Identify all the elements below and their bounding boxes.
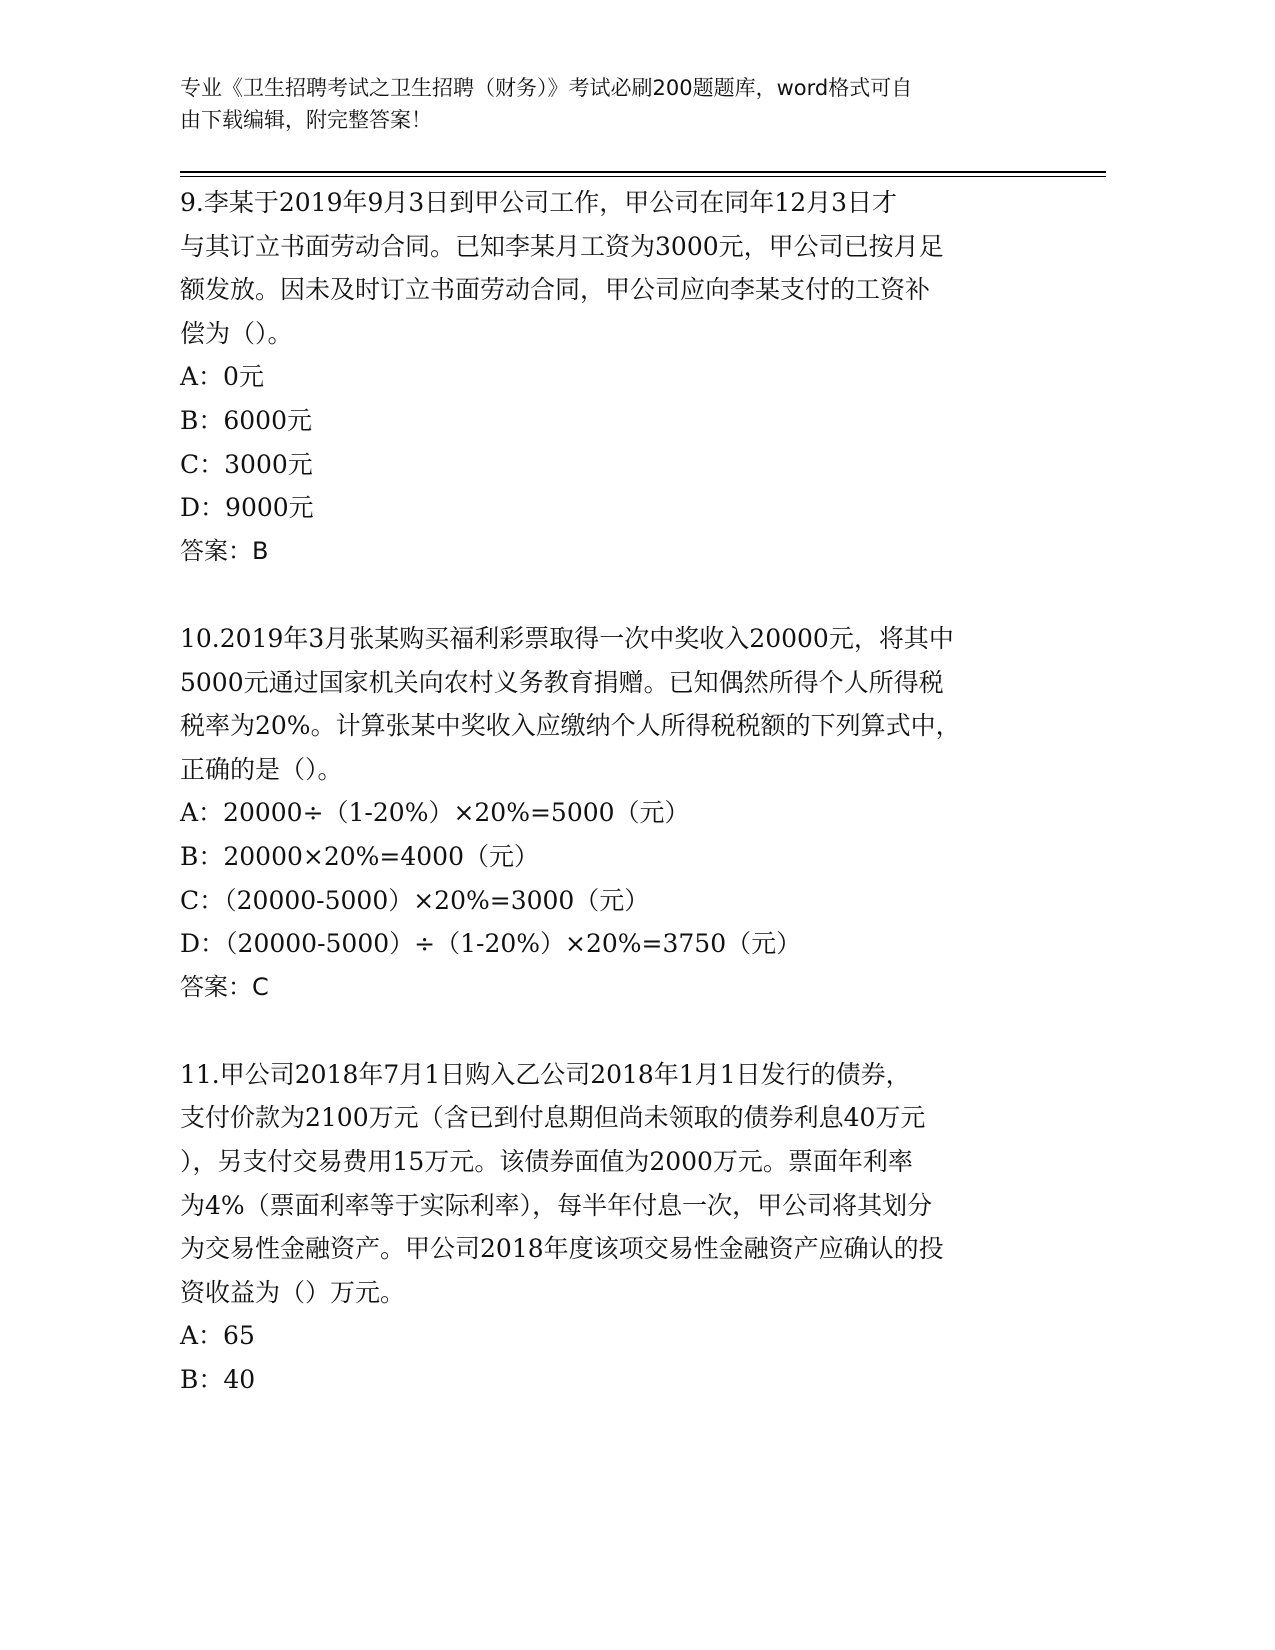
answer-option: A：65: [180, 1321, 255, 1351]
question-stem-line: 为交易性金融资产。甲公司2018年度该项交易性金融资产应确认的投: [180, 1234, 944, 1264]
header-line: 专业《卫生招聘考试之卫生招聘（财务）》考试必刷200题题库，word格式可自: [180, 76, 913, 100]
question-list: [180, 181, 1080, 1402]
spacer: [180, 1009, 1080, 1053]
question-stem-line: ），另支付交易费用15万元。该债券面值为2000万元。票面年利率: [180, 1147, 913, 1177]
question-stem-line: 支付价款为2100万元（含已到付息期但尚未领取的债券利息40万元: [180, 1103, 926, 1133]
answer-option: B：20000×20%=4000（元）: [180, 841, 539, 871]
spacer: [180, 573, 1080, 617]
question-block: [180, 1053, 1080, 1402]
answer-option: B：40: [180, 1365, 256, 1395]
question-stem-line: 资收益为（）万元。: [180, 1277, 406, 1307]
answer-option: A：0元: [180, 362, 264, 392]
question-stem-line: 与其订立书面劳动合同。已知李某月工资为3000元，甲公司已按月足: [180, 231, 944, 261]
question-stem-line: 税率为20%。计算张某中奖收入应缴纳个人所得税税额的下列算式中，: [180, 711, 961, 741]
question-block: [180, 617, 1080, 1009]
answer-option: A：20000÷（1-20%）×20%=5000（元）: [180, 798, 690, 828]
question-stem-line: 正确的是（）。: [180, 754, 343, 784]
question-stem-line: 为4%（票面利率等于实际利率），每半年付息一次，甲公司将其划分: [180, 1190, 933, 1220]
question-stem-line: 9.李某于2019年9月3日到甲公司工作，甲公司在同年12月3日才: [180, 188, 898, 217]
question-block: [180, 181, 1080, 573]
document-header: [180, 72, 1080, 136]
answer-key: 答案：B: [180, 536, 269, 565]
answer-option: D：9000元: [180, 493, 314, 523]
question-stem-line: 偿为（）。: [180, 318, 293, 348]
header-divider: [180, 176, 1106, 177]
answer-option: C：3000元: [180, 449, 313, 479]
header-divider: [180, 171, 1106, 173]
answer-option: B：6000元: [180, 405, 312, 435]
question-stem-line: 11.甲公司2018年7月1日购入乙公司2018年1月1日发行的债券，: [180, 1059, 911, 1089]
question-stem-line: 5000元通过国家机关向农村义务教育捐赠。已知偶然所得个人所得税: [180, 667, 944, 697]
answer-option: D：（20000-5000）÷（1-20%）×20%=3750（元）: [180, 929, 802, 959]
question-stem-line: 10.2019年3月张某购买福利彩票取得一次中奖收入20000元，将其中: [180, 623, 954, 653]
answer-option: C：（20000-5000）×20%=3000（元）: [180, 885, 650, 915]
header-line: 由下载编辑，附完整答案！: [180, 108, 432, 132]
question-stem-line: 额发放。因未及时订立书面劳动合同，甲公司应向李某支付的工资补: [180, 275, 931, 305]
answer-key: 答案：C: [180, 972, 269, 1001]
